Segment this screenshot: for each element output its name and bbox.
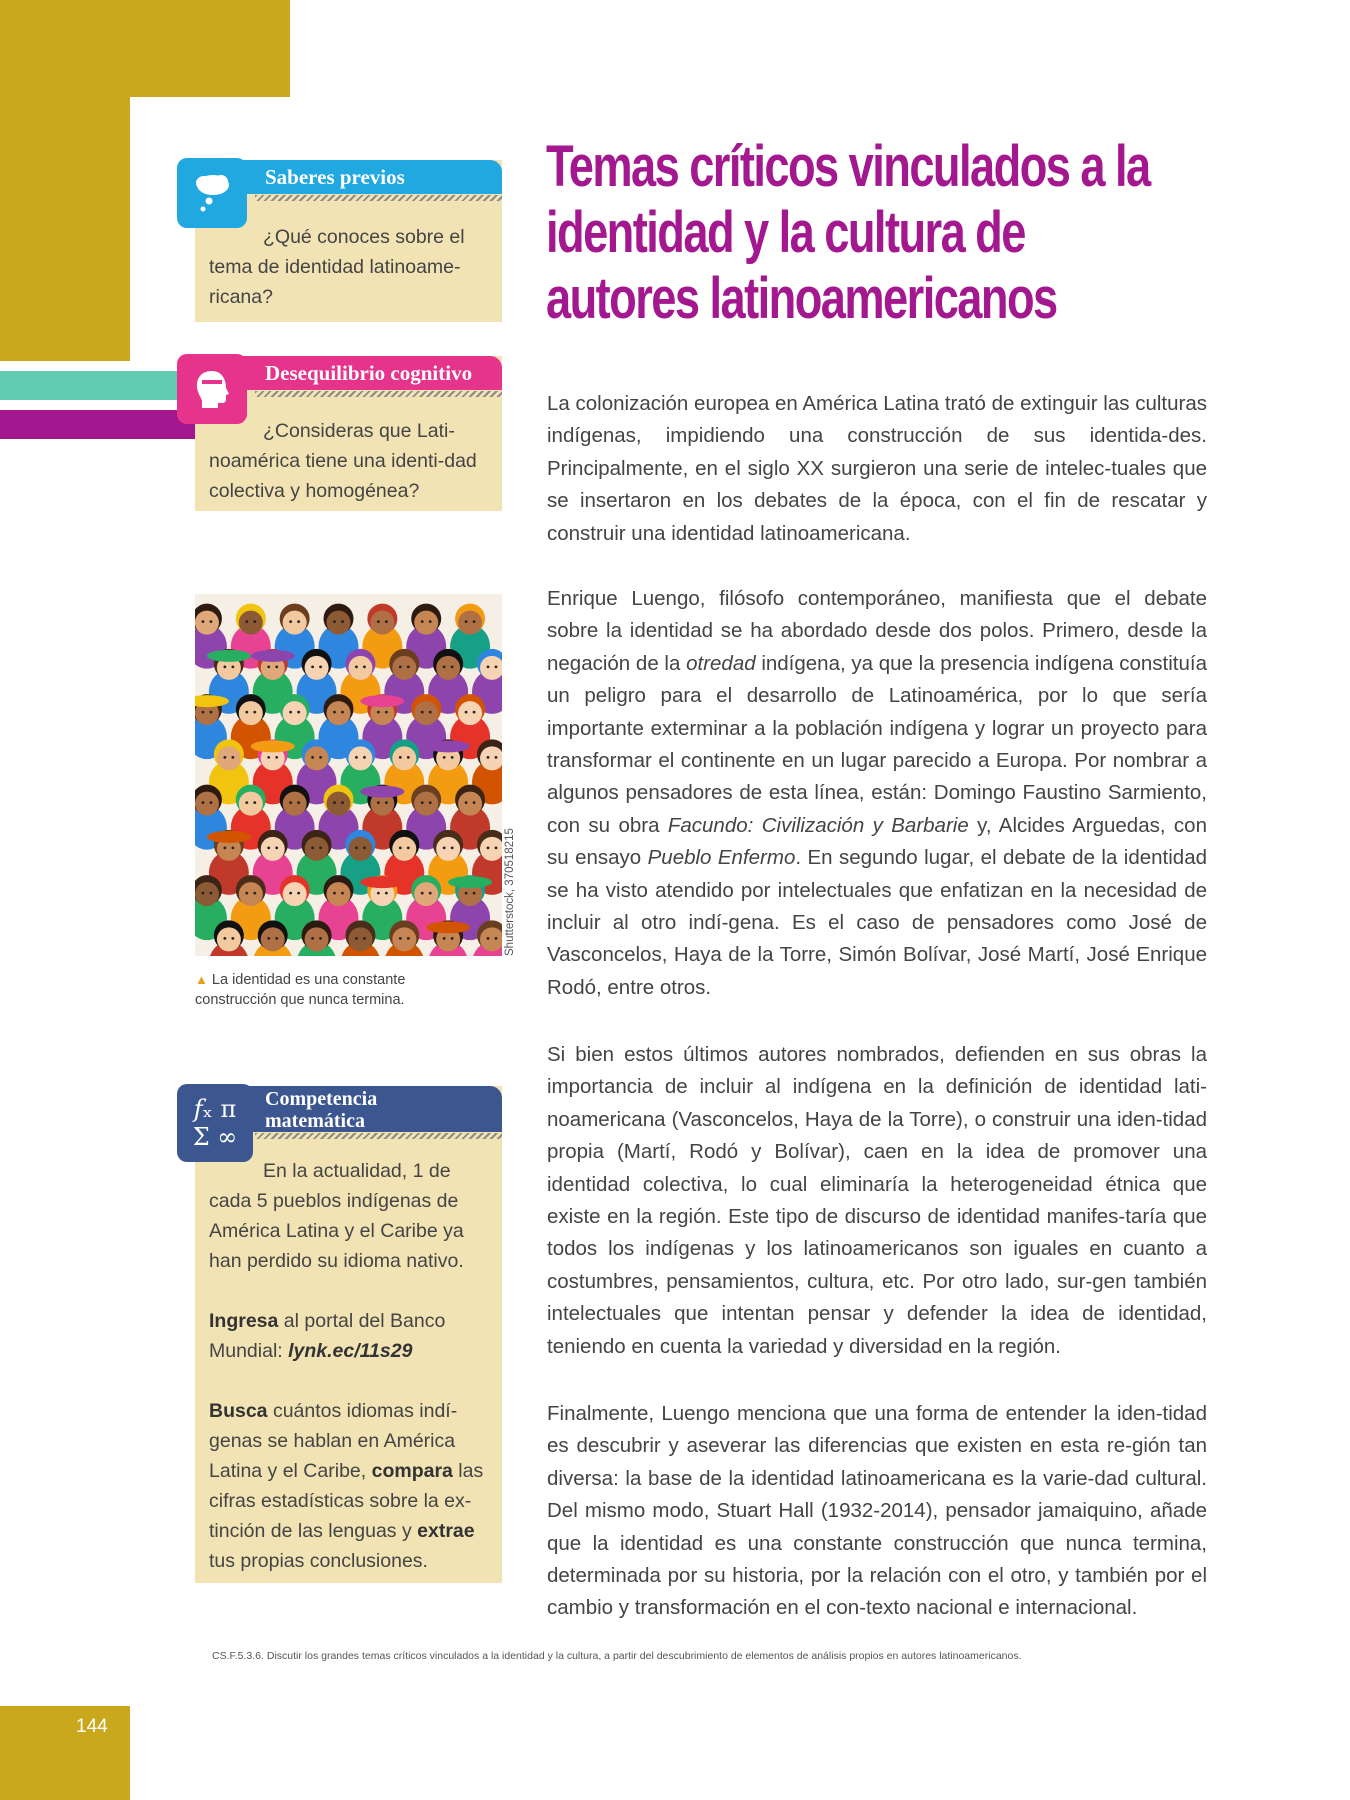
page-number: 144 — [76, 1716, 108, 1737]
desequilibrio-cognitivo-question: ¿Consideras que Lati-noamérica tiene una identi-dad colectiva y homogénea? — [209, 420, 477, 502]
decorative-gold-block-side — [0, 97, 130, 361]
thought-cloud-icon — [177, 158, 247, 228]
competencia-matematica-box — [192, 1086, 502, 1583]
curriculum-footnote: CS.F.5.3.6. Discutir los grandes temas críticos vinculados a la identidad y la cultura, a partir del descubrimiento de elementos de análisis propios en autores latinoamericanos. — [212, 1650, 1022, 1662]
diverse-people-illustration — [195, 594, 502, 956]
decorative-gold-block-bottom — [0, 1706, 130, 1800]
page-title: Temas críticos vinculados a la identidad y la cultura de autores latinoamericanos — [546, 134, 1150, 331]
decorative-purple-stripe — [0, 410, 195, 439]
competencia-paragraph-1: En la actualidad, 1 de cada 5 pueblos indígenas de América Latina y el Caribe ya han perdido su idioma nativo. — [209, 1160, 464, 1272]
head-profile-icon — [177, 354, 247, 424]
desequilibrio-cognitivo-box — [195, 356, 502, 511]
body-paragraph-3: Si bien estos últimos autores nombrados, defienden en sus obras la importancia de incluir al indígena en la definición de identidad lati-noamericana (Vasconcelos, Haya de la Torre), o construir una iden-tidad propia (Martí, Rodó y Bolívar), caen en la idea de promover una identidad colectiva, lo cual eliminaría la heterogeneidad étnica que existe en la región. Este tipo de discurso de identidad manifes-taría que todos los indígenas y los latinoamericanos son iguales en cuanto a costumbres, pensamientos, cultura, etc. Por otro lado, sur-gen también intelectuales que intentan pensar y defender la idea de identidad, teniendo en cuenta la variedad y diversidad en la región. — [547, 1043, 1207, 1358]
decorative-teal-stripe — [0, 371, 195, 400]
body-paragraph-1: La colonización europea en América Latina trató de extinguir las culturas indígenas, impidiendo una construcción de sus identida-des. Principalmente, en el siglo XX surgieron una serie de intelec-tuales que se insertaron en los debates de la época, con el fin de rescatar y construir una identidad latinoamericana. — [547, 392, 1207, 545]
competencia-paragraph-3: Busca cuántos idiomas indí-genas se hablan en América Latina y el Caribe, compara las cifras estadísticas sobre la ex-tinción de las lenguas y extrae tus propias conclusiones. — [209, 1400, 484, 1572]
competencia-matematica-content — [209, 1156, 488, 1606]
desequilibrio-cognitivo-title: Desequilibrio cognitivo — [195, 356, 502, 390]
triangle-icon: ▲ — [195, 972, 208, 987]
competencia-paragraph-2: Ingresa al portal del Banco Mundial: lynk.ec/11s29 — [209, 1310, 446, 1362]
saberes-previos-question: ¿Qué conoces sobre el tema de identidad latinoame-ricana? — [209, 226, 465, 308]
math-symbols-icon: 𝑓ₓ π Σ ∞ — [177, 1084, 253, 1162]
saberes-previos-title: Saberes previos — [195, 160, 502, 194]
image-caption: ▲ La identidad es una constante construcción que nunca termina. — [195, 972, 406, 1008]
competencia-matematica-title: Competencia matemática — [195, 1086, 502, 1132]
body-paragraph-2: Enrique Luengo, filósofo contemporáneo, manifiesta que el debate sobre la identidad se ha abordado desde dos polos. Primero, desde la negación de la otredad indígena, ya que la presencia indígena constituía un peligro para el desarrollo de Latinoamérica, por lo que sería importante exterminar a la población indígena y lograr un proyecto para transformar el continente en un lugar parecido a Europa. Por nombrar a algunos pensadores de esta línea, están: Domingo Faustino Sarmiento, con su obra Facundo: Civilización y Barbarie y, Alcides Arguedas, con su ensayo Pueblo Enfermo. En segundo lugar, el debate de la identidad se ha visto atendido por intelectuales que enfatizan en la necesidad de incluir al otro indí-gena. Es el caso de pensadores como José de Vasconcelos, Haya de la Torre, Simón Bolívar, José Martí, José Enrique Rodó, entre otros. — [547, 587, 1207, 999]
body-paragraph-4: Finalmente, Luengo menciona que una forma de entender la iden-tidad es descubrir y aseverar las diferencias que existen en esta re-gión tan diversa: la base de la identidad latinoamericana es la varie-dad cultural. Del mismo modo, Stuart Hall (1932-2014), pensador jamaiquino, añade que la identidad es una constante construcción que nunca termina, determinada por su historia, por la relación con el otro, y también por el cambio y transformación en el con-texto nacional e internacional. — [547, 1402, 1207, 1620]
banco-mundial-link[interactable]: lynk.ec/11s29 — [288, 1340, 413, 1362]
decorative-gold-block-top — [0, 0, 290, 97]
saberes-previos-box — [195, 160, 502, 322]
image-credit: Shutterstock, 370518215 — [504, 828, 516, 956]
